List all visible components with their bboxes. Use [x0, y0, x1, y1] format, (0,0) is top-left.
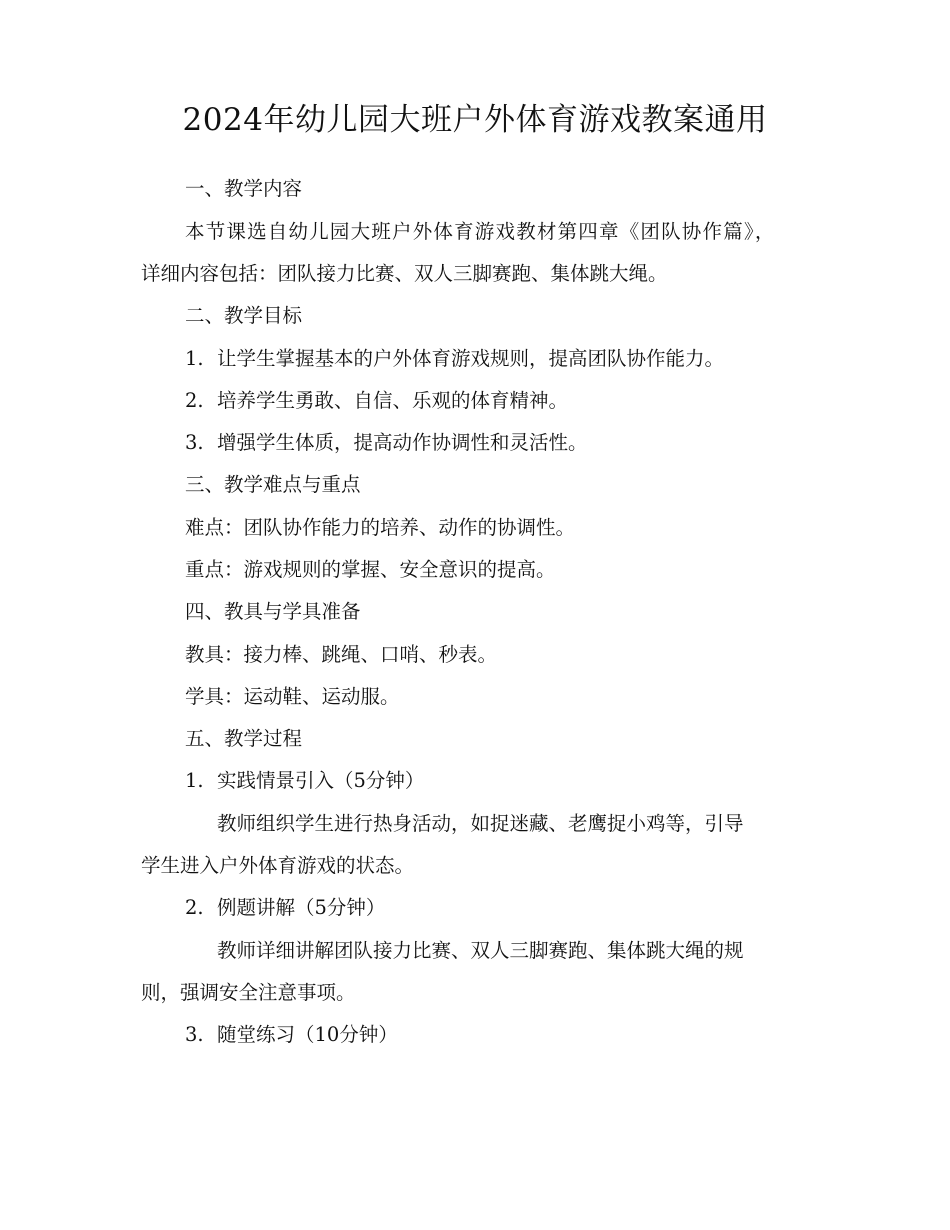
- section-heading-2: 二、教学目标: [185, 304, 303, 327]
- goal-item-3-text: 增强学生体质，提高动作协调性和灵活性。: [217, 431, 588, 454]
- difficulty-text: 难点：团队协作能力的培养、动作的协调性。: [185, 516, 576, 539]
- process-step-1-title: 实践情景引入（5分钟）: [217, 769, 425, 792]
- process-step-1-number: 1.: [185, 769, 204, 792]
- process-step-2-number: 2.: [185, 896, 204, 919]
- process-step-3: [185, 1021, 398, 1049]
- process-step-2-title: 例题讲解（5分钟）: [217, 896, 386, 919]
- process-step-1: [185, 767, 424, 795]
- teacher-materials-text: 教具：接力棒、跳绳、口哨、秒表。: [185, 643, 498, 666]
- goal-item-1-text: 让学生掌握基本的户外体育游戏规则，提高团队协作能力。: [217, 347, 725, 370]
- goal-item-1-number: 1.: [185, 347, 204, 370]
- goal-item-3: [185, 429, 588, 457]
- document-title: 2024年幼儿园大班户外体育游戏教案通用: [182, 102, 768, 138]
- section-heading-1: 一、教学内容: [185, 177, 303, 200]
- goal-item-2-text: 培养学生勇敢、自信、乐观的体育精神。: [217, 389, 569, 412]
- process-step-2-description-line-2: 则，强调安全注意事项。: [141, 981, 356, 1004]
- section-1-paragraph-line-2: 详细内容包括：团队接力比赛、双人三脚赛跑、集体跳大绳。: [141, 262, 668, 285]
- goal-item-3-number: 3.: [185, 431, 204, 454]
- process-step-1-description-line-1: 教师组织学生进行热身活动，如捉迷藏、老鹰捉小鸡等，引导: [217, 812, 744, 835]
- process-step-3-number: 3.: [185, 1023, 204, 1046]
- goal-item-1: [185, 345, 724, 373]
- process-step-3-title: 随堂练习（10分钟）: [217, 1023, 398, 1046]
- section-1-paragraph-line-1: 本节课选自幼儿园大班户外体育游戏教材第四章《团队协作篇》，: [185, 220, 776, 243]
- student-materials-text: 学具：运动鞋、运动服。: [185, 685, 400, 708]
- key-point-text: 重点：游戏规则的掌握、安全意识的提高。: [185, 558, 556, 581]
- process-step-1-description-line-2: 学生进入户外体育游戏的状态。: [141, 854, 415, 877]
- section-heading-4: 四、教具与学具准备: [185, 600, 361, 623]
- section-heading-3: 三、教学难点与重点: [185, 473, 361, 496]
- process-step-2: [185, 894, 385, 922]
- process-step-2-description-line-1: 教师详细讲解团队接力比赛、双人三脚赛跑、集体跳大绳的规: [217, 939, 744, 962]
- section-heading-5: 五、教学过程: [185, 727, 303, 750]
- goal-item-2-number: 2.: [185, 389, 204, 412]
- goal-item-2: [185, 387, 568, 415]
